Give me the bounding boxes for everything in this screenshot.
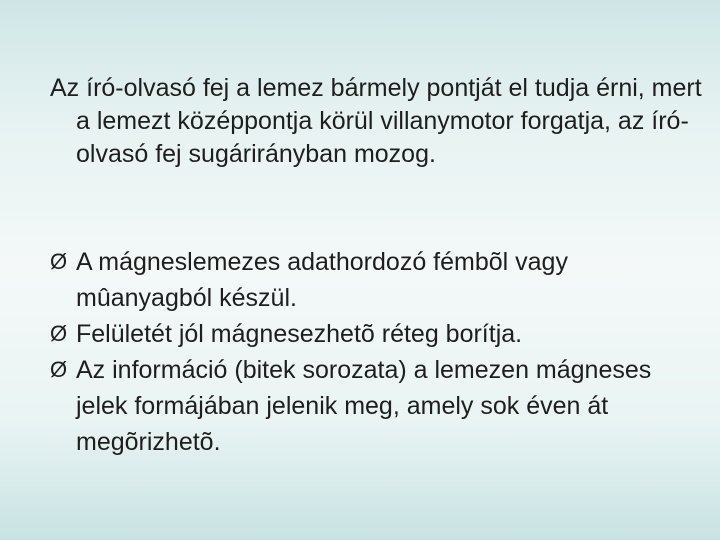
arrow-bullet-icon: Ø — [50, 249, 68, 274]
arrow-bullet-icon: Ø — [50, 321, 68, 346]
bullet-text: Az információ (bitek sorozata) a lemezen mágneses jelek formájában jelenik meg, amely sok éven át megõrizhetõ. — [76, 356, 652, 456]
bullet-item — [50, 244, 690, 316]
bullet-item — [50, 316, 690, 352]
bullet-text: A mágneslemezes adathordozó fémbõl vagy mûanyagból készül. — [76, 248, 568, 312]
intro-paragraph: Az író-olvasó fej a lemez bármely pontját el tudja érni, mert a lemezt középpontja körül villanymotor forgatja, az író-olvasó fej sugárirányban mozog. — [50, 74, 702, 168]
arrow-bullet-icon: Ø — [50, 357, 68, 382]
bullet-text: Felületét jól mágnesezhetõ réteg borítja. — [76, 320, 523, 348]
bullet-list — [50, 244, 690, 460]
bullet-item — [50, 352, 690, 460]
